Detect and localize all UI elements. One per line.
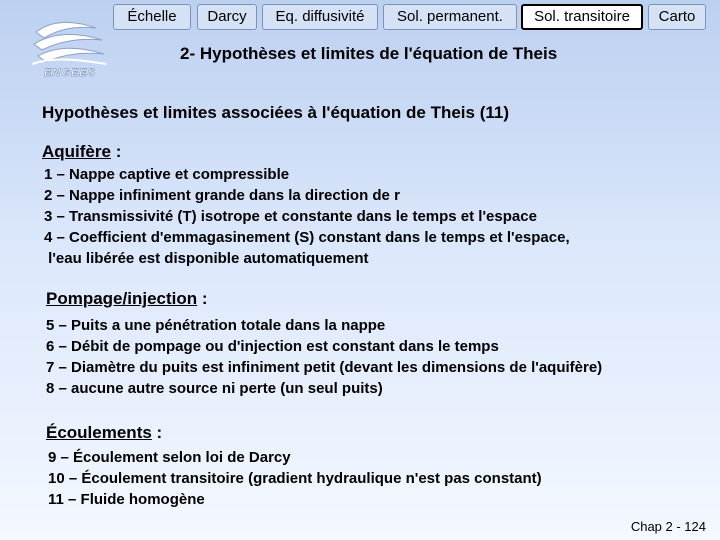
- svg-text:ENGEES: ENGEES: [44, 67, 96, 79]
- section-pompage-list: [46, 315, 602, 399]
- tab-eq-diffusivite[interactable]: Eq. diffusivité: [262, 4, 378, 30]
- slide-number: Chap 2 - 124: [630, 519, 706, 534]
- tab-darcy[interactable]: Darcy: [197, 4, 257, 30]
- tab-carto[interactable]: Carto: [648, 4, 706, 30]
- section-pompage-title: [46, 289, 208, 309]
- section-pompage-label: Pompage/injection: [46, 289, 198, 308]
- list-item: 10 – Écoulement transitoire (gradient hydraulique n'est pas constant): [48, 470, 542, 487]
- list-item: 8 – aucune autre source ni perte (un seul puits): [46, 380, 383, 397]
- section-ecoulements-label: Écoulements: [46, 423, 152, 442]
- page-subtitle: 2- Hypothèses et limites de l'équation de Theis: [180, 44, 558, 63]
- section-aquifere-title: [42, 142, 121, 162]
- section-aquifere-list: [44, 164, 570, 269]
- logo-waves-icon: [30, 14, 110, 82]
- list-item: 4 – Coefficient d'emmagasinement (S) constant dans le temps et l'espace,: [44, 229, 570, 246]
- tab-sol-transitoire[interactable]: Sol. transitoire: [521, 4, 643, 30]
- list-item: 3 – Transmissivité (T) isotrope et constante dans le temps et l'espace: [44, 208, 537, 225]
- list-item: l'eau libérée est disponible automatiquement: [44, 250, 369, 267]
- tab-echelle[interactable]: Échelle: [113, 4, 191, 30]
- list-item: 2 – Nappe infiniment grande dans la direction de r: [44, 187, 400, 204]
- engees-logo: [30, 14, 110, 82]
- list-item: 1 – Nappe captive et compressible: [44, 166, 290, 183]
- list-item: 7 – Diamètre du puits est infiniment petit (devant les dimensions de l'aquifère): [46, 359, 603, 376]
- section-ecoulements-title: [46, 423, 162, 443]
- section-pompage-colon: :: [197, 289, 208, 308]
- list-item: 9 – Écoulement selon loi de Darcy: [48, 449, 291, 466]
- section-ecoulements-colon: :: [151, 423, 163, 442]
- section-aquifere-label: Aquifère: [42, 142, 111, 161]
- list-item: 6 – Débit de pompage ou d'injection est constant dans le temps: [46, 338, 499, 355]
- section-aquifere-colon: :: [110, 142, 122, 161]
- section-ecoulements-list: [48, 447, 542, 510]
- tab-sol-permanent[interactable]: Sol. permanent.: [383, 4, 517, 30]
- list-item: 11 – Fluide homogène: [48, 491, 205, 508]
- page-title: Hypothèses et limites associées à l'équation de Theis (11): [42, 103, 509, 122]
- list-item: 5 – Puits a une pénétration totale dans la nappe: [46, 317, 386, 334]
